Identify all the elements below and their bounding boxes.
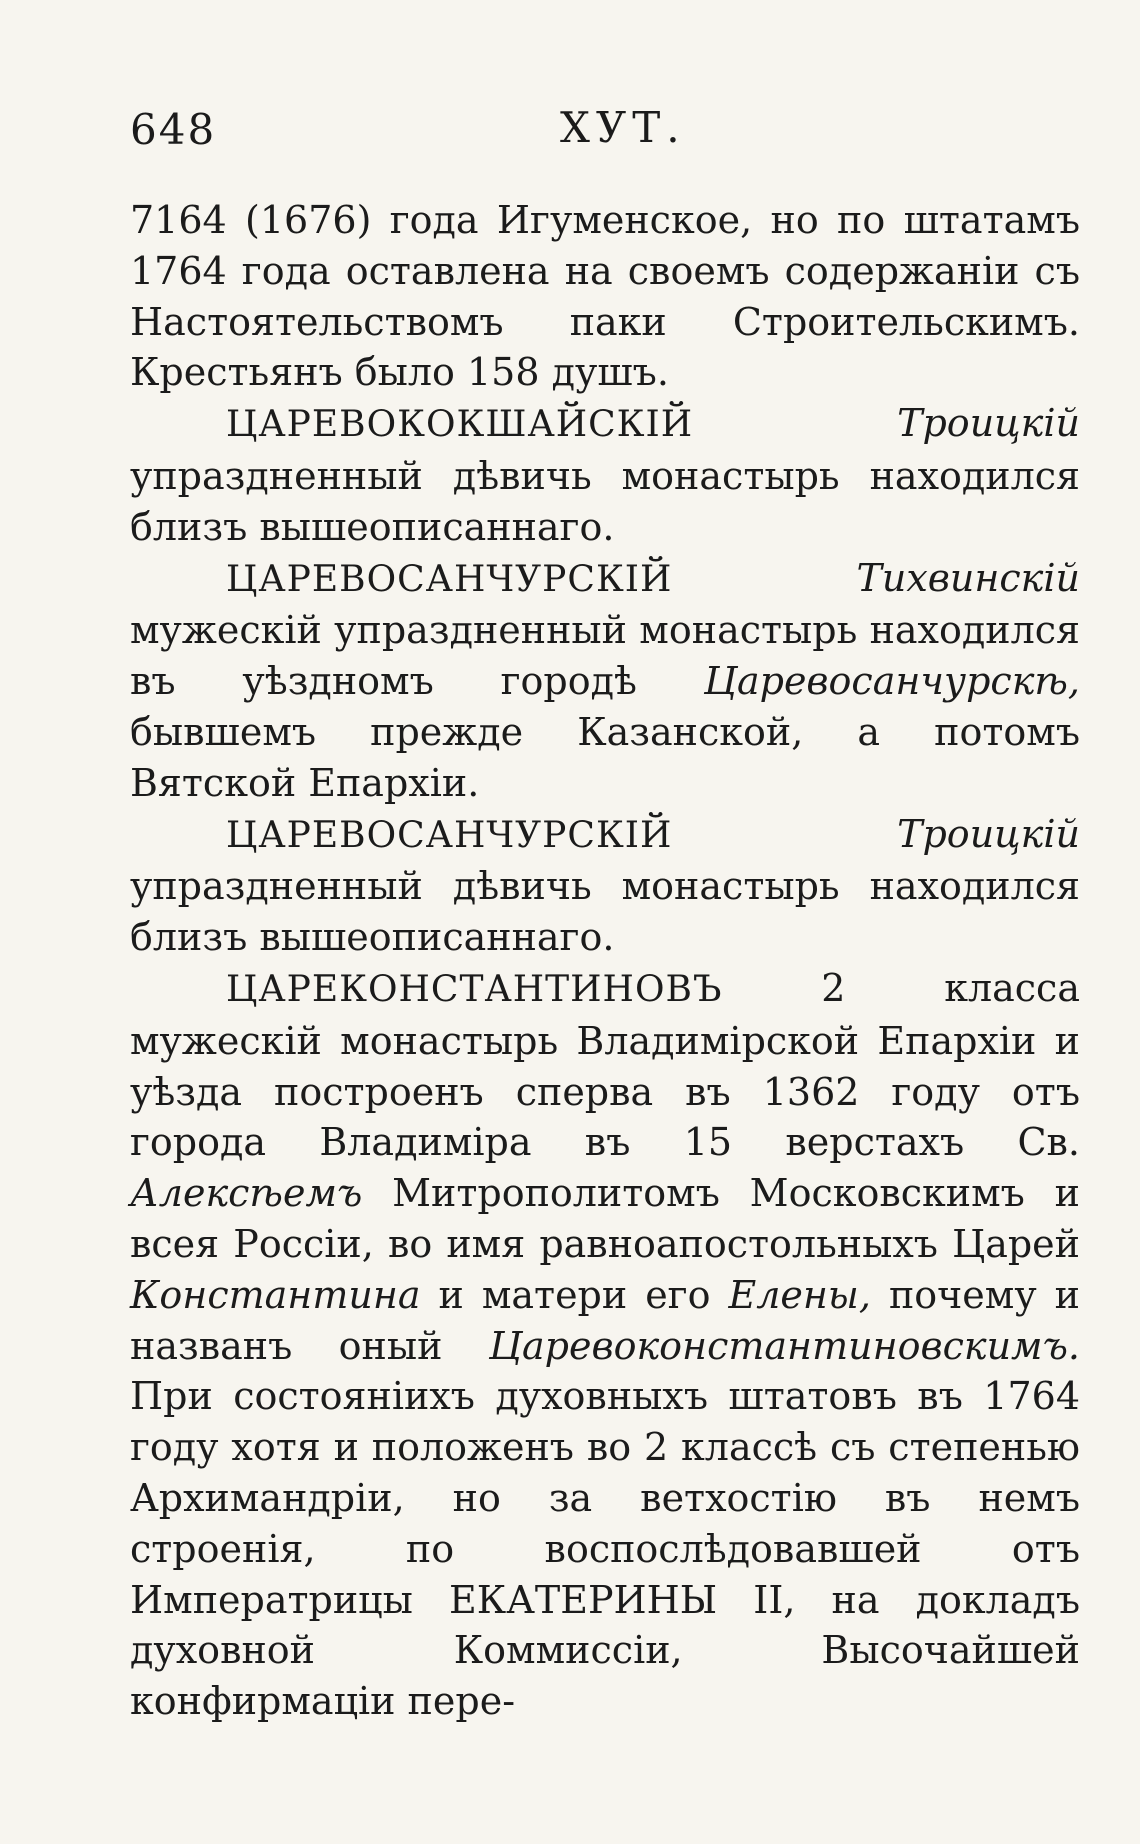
- entry-dedication: Тихвинскiй: [856, 555, 1080, 600]
- entry-name-aleksey: Алексѣемъ: [130, 1171, 363, 1216]
- entry-text: мужескiй упраздненный монастырь находился въ уѣздномъ городѣ: [130, 608, 1080, 704]
- entry-text: При состоянiихъ духовныхъ штатовъ въ 1764 году хотя и положенъ во 2 классѣ съ степенью Архимандрiи, но за ветхостiю въ немъ строенiя, по воспослѣдовавшей отъ Императрицы ЕКАТЕРИНЫ II, на докладъ духовной Коммиссiи, Высочайшей конфирмацiи пере-: [130, 1374, 1080, 1724]
- entry-tsarekonstantinov: [130, 963, 1080, 1727]
- entry-name-elena: Елены,: [728, 1272, 871, 1317]
- entry-headword: ЦАРЕВОСАНЧУРСКIЙ: [226, 814, 673, 856]
- entry-text: бывшемъ прежде Казанской, а потомъ Вятской Епархiи.: [130, 709, 1080, 805]
- entry-headword: ЦАРЕВОКОКШАЙСКIЙ: [226, 404, 694, 446]
- entry-headword: ЦАРЕКОНСТАНТИНОВЪ: [226, 968, 723, 1010]
- entry-dedication: Троицкiй: [897, 811, 1080, 856]
- entry-tsarevosanchursky-troitsky: [130, 809, 1080, 963]
- entry-place-name: Царевоконстантиновскимъ.: [488, 1323, 1080, 1368]
- entry-text: упраздненный дѣвичь монастырь находился близъ вышеописаннаго.: [130, 864, 1080, 960]
- paragraph-text: 7164 (1676) года Игуменское, но по штатамъ 1764 года оставлена на своемъ содержанiи съ Настоятельствомъ паки Строительскимъ. Крестьянъ было 158 душъ.: [130, 198, 1080, 395]
- entry-name-konstantin: Константина: [130, 1272, 421, 1317]
- entry-headword: ЦАРЕВОСАНЧУРСКIЙ: [226, 558, 673, 600]
- entry-text: 2 класса мужескiй монастырь Владимiрской Епархiи и уѣзда построенъ сперва въ 1362 году отъ города Владимiра въ 15 верстахъ Св.: [130, 965, 1080, 1165]
- entry-text: и матери его: [438, 1272, 711, 1317]
- entry-text: Митрополитомъ Московскимъ и всея Россiи, во имя равноапостольныхъ Царей: [130, 1171, 1080, 1266]
- entry-place-name: Царевосанчурскѣ,: [703, 659, 1080, 704]
- running-head: ХУТ.: [560, 103, 686, 152]
- entry-text: упраздненный дѣвичь монастырь находился близъ вышеописаннаго.: [130, 453, 1080, 549]
- entry-tsarevosanchursky-tikhvinsky: [130, 553, 1080, 809]
- paragraph-continuation: [130, 195, 1080, 398]
- body-text: [130, 195, 1080, 1727]
- page-header: [130, 95, 1080, 165]
- entry-dedication: Троицкiй: [897, 401, 1080, 446]
- entry-text: почему и названъ оный: [130, 1272, 1080, 1368]
- page-number: 648: [130, 105, 217, 154]
- entry-tsarevokokshaysky: [130, 398, 1080, 552]
